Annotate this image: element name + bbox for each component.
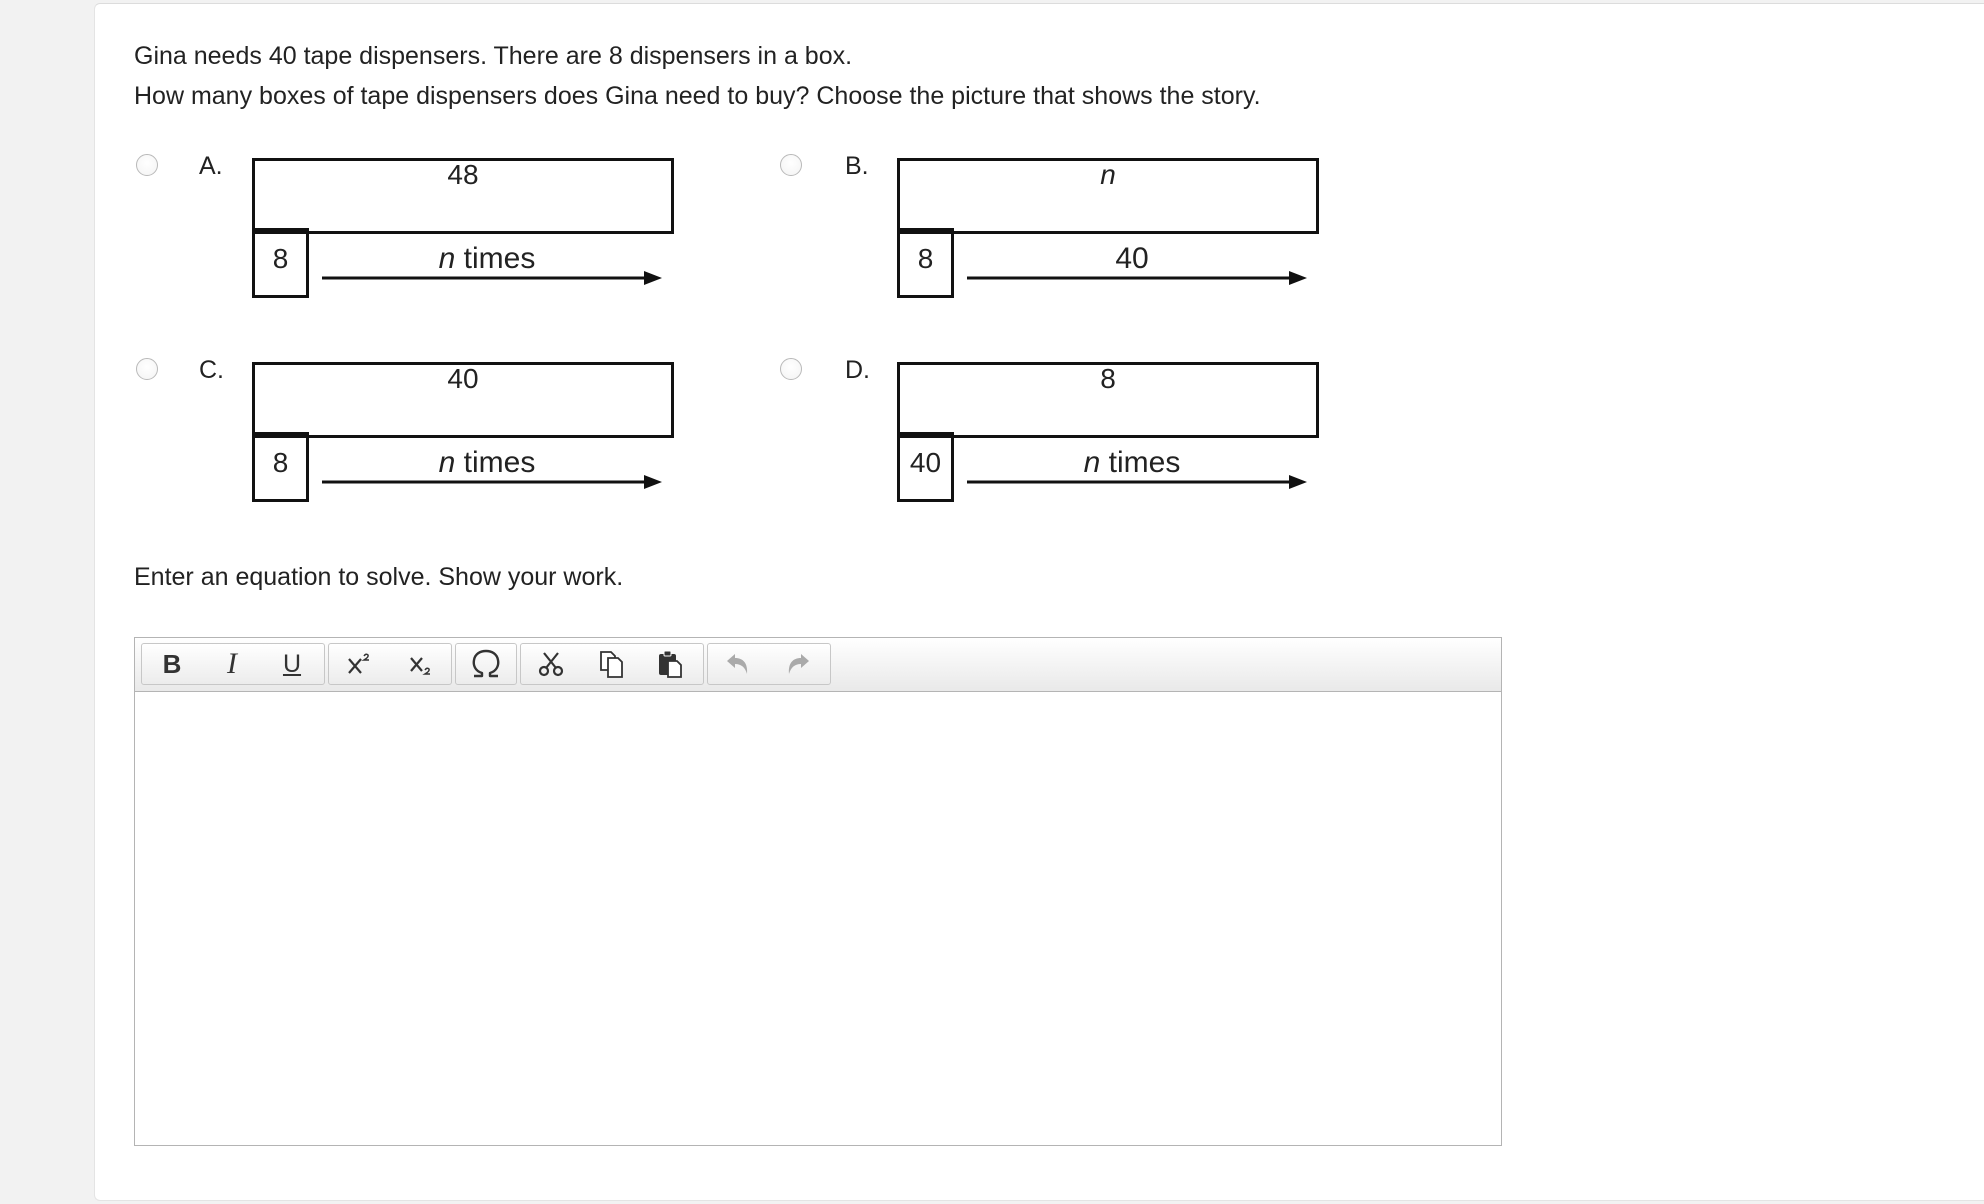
tape-unit-label: 40 xyxy=(909,447,942,478)
undo-icon xyxy=(723,650,753,678)
work-prompt: Enter an equation to solve. Show your work. xyxy=(134,563,624,591)
count-text: times xyxy=(455,446,536,479)
tape-unit-label: 8 xyxy=(272,447,289,478)
question-text-line-2: How many boxes of tape dispensers does Gina need to buy? Choose the picture that shows the story. xyxy=(134,82,1261,110)
count-text: times xyxy=(1100,446,1181,479)
option-a-letter: A. xyxy=(199,152,223,180)
undo-button[interactable] xyxy=(708,644,768,684)
editor-text-area[interactable] xyxy=(135,692,1501,1145)
bold-button[interactable] xyxy=(142,644,202,684)
history-button-group xyxy=(707,643,831,685)
option-b-letter: B. xyxy=(845,152,869,180)
option-c-tape-diagram[interactable] xyxy=(252,362,672,502)
paste-icon xyxy=(656,649,686,679)
arrow-icon xyxy=(967,474,1307,490)
option-d-tape-diagram[interactable] xyxy=(897,362,1317,502)
cut-button[interactable] xyxy=(521,644,581,684)
option-d-letter: D. xyxy=(845,356,870,384)
subscript-button[interactable] xyxy=(391,644,451,684)
script-button-group xyxy=(328,643,452,685)
count-text: 40 xyxy=(1115,242,1149,275)
underline-button[interactable] xyxy=(262,644,322,684)
paste-button[interactable] xyxy=(641,644,701,684)
arrow-icon xyxy=(322,270,662,286)
underline-icon: U xyxy=(282,649,302,678)
tape-total-label: 40 xyxy=(447,363,479,394)
option-c-letter: C. xyxy=(199,356,224,384)
subscript-icon xyxy=(407,650,435,678)
arrow-icon xyxy=(322,474,662,490)
tape-unit-label: 8 xyxy=(272,243,289,274)
tape-total-label: 8 xyxy=(1100,363,1116,394)
superscript-icon xyxy=(345,650,373,678)
option-a-radio[interactable] xyxy=(136,154,158,176)
superscript-button[interactable] xyxy=(329,644,389,684)
option-b-radio[interactable] xyxy=(780,154,802,176)
option-d-radio[interactable] xyxy=(780,358,802,380)
tape-unit-label: 8 xyxy=(917,243,934,274)
italic-button[interactable] xyxy=(202,644,262,684)
option-c-radio[interactable] xyxy=(136,358,158,380)
italic-icon: I xyxy=(227,647,237,680)
scissors-icon xyxy=(536,649,566,679)
count-variable: n xyxy=(1083,446,1101,479)
clipboard-button-group xyxy=(520,643,704,685)
format-button-group xyxy=(141,643,325,685)
rich-text-editor xyxy=(134,637,1502,1146)
copy-icon xyxy=(596,649,626,679)
arrow-icon xyxy=(967,270,1307,286)
editor-toolbar xyxy=(135,638,1501,692)
option-a-tape-diagram[interactable] xyxy=(252,158,672,298)
count-variable: n xyxy=(438,242,456,275)
count-text: times xyxy=(455,242,536,275)
option-b-tape-diagram[interactable] xyxy=(897,158,1317,298)
redo-icon xyxy=(783,650,813,678)
symbol-button-group xyxy=(455,643,517,685)
count-variable: n xyxy=(438,446,456,479)
tape-total-label: 48 xyxy=(447,159,479,190)
redo-button[interactable] xyxy=(768,644,828,684)
bold-icon: B xyxy=(162,648,182,679)
omega-icon xyxy=(469,648,503,680)
copy-button[interactable] xyxy=(581,644,641,684)
tape-total-label: n xyxy=(1100,159,1116,190)
special-character-button[interactable] xyxy=(456,644,516,684)
question-text-line-1: Gina needs 40 tape dispensers. There are 8 dispensers in a box. xyxy=(134,42,853,70)
